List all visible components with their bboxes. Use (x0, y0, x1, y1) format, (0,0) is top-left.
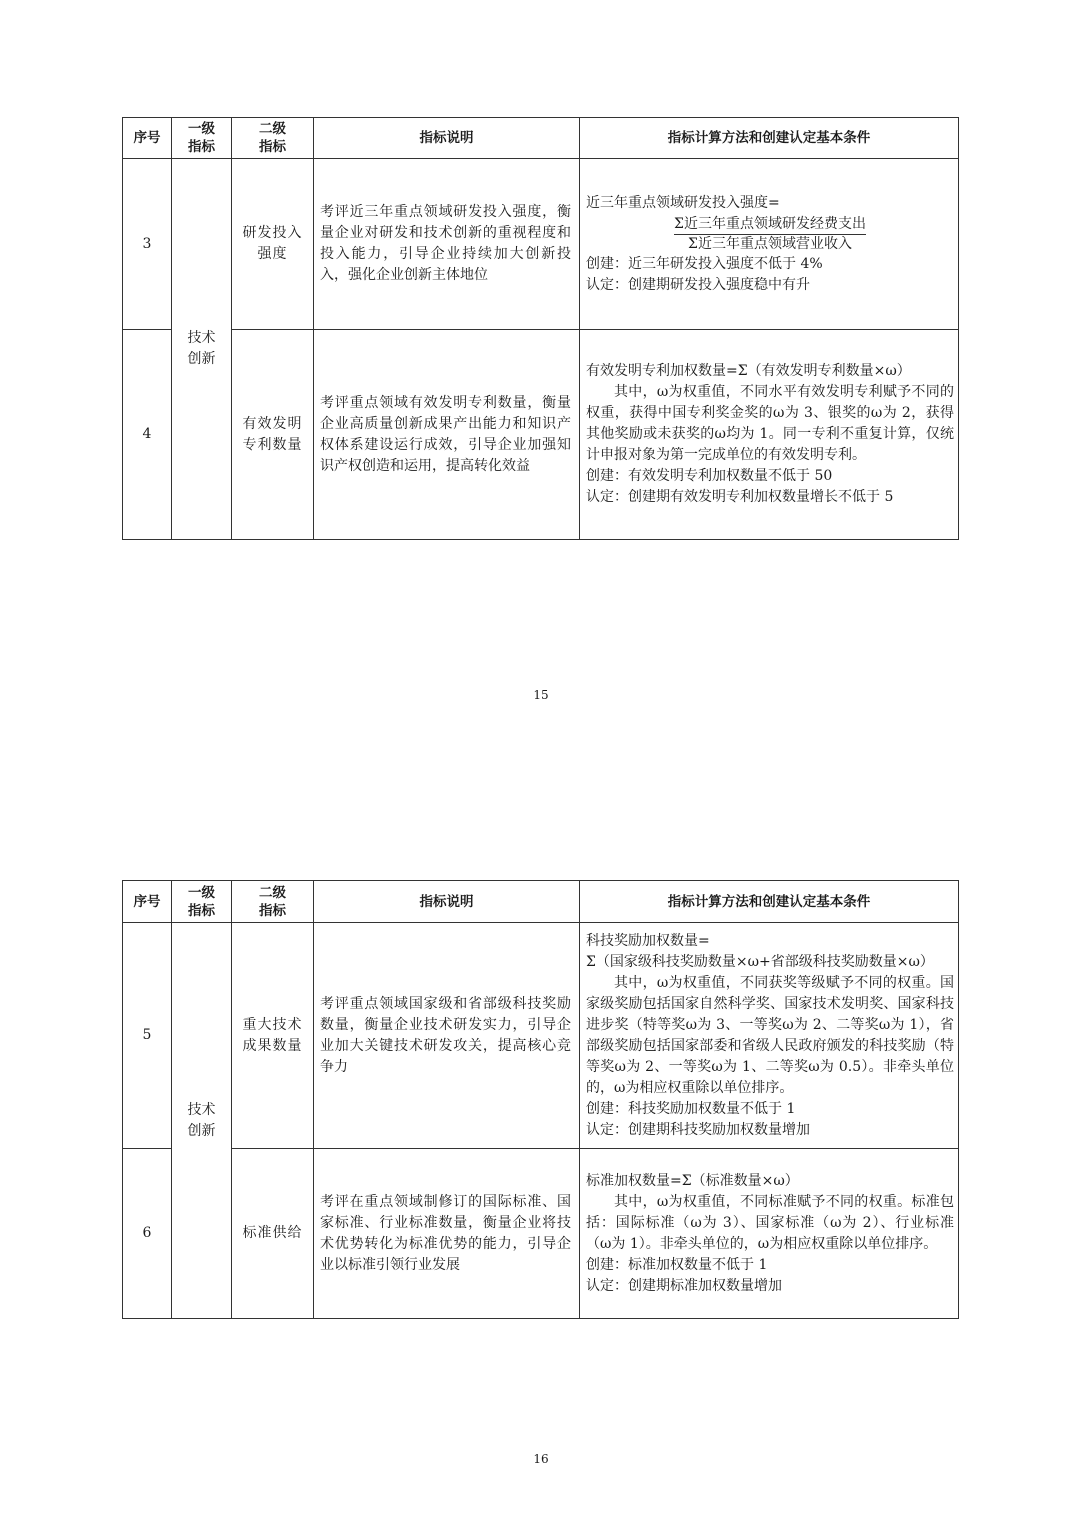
header-calc: 指标计算方法和创建认定基本条件 (580, 881, 959, 923)
row-number: 5 (123, 923, 172, 1149)
calc-title: 科技奖励加权数量= (586, 932, 710, 949)
level2-indicator: 研发投入 强度 (232, 159, 314, 330)
calc-title: 有效发明专利加权数量=Σ（有效发明专利数量×ω） (586, 363, 911, 379)
level2-indicator: 有效发明 专利数量 (232, 330, 314, 540)
calc-formula: Σ（国家级科技奖励数量×ω+省部级科技奖励数量×ω） (586, 953, 934, 970)
create-condition: 创建：近三年研发投入强度不低于 4% (586, 255, 823, 272)
confirm-condition: 认定：创建期研发投入强度稳中有升 (586, 276, 810, 293)
calc-body: 其中，ω为权重值，不同水平有效发明专利赋予不同的权重，获得中国专利奖金奖的ω为 3、银奖的ω为 2，获得其他奖励或未获奖的ω均为 1。同一专利不重复计算，仅统计申报对象为第一完成单位的有效发明专利。 (586, 384, 954, 463)
header-level2: 二级 指标 (232, 881, 314, 923)
create-condition: 创建：有效发明专利加权数量不低于 50 (586, 468, 833, 484)
table-row (123, 923, 959, 1149)
calc-body: 其中，ω为权重值，不同获奖等级赋予不同的权重。国家级奖励包括国家自然科学奖、国家技术发明奖、国家科技进步奖（特等奖ω为 3、一等奖ω为 2、二等奖ω为 1），省部级奖励包括国家部委和省级人民政府颁发的科技奖励（特等奖ω为 2、一等奖ω为 1、二等奖ω为 0.5）。非牵头单位的，ω为相应权重除以单位排序。 (586, 974, 954, 1096)
calc-body: 其中，ω为权重值，不同标准赋予不同的权重。标准包括：国际标准（ω为 3）、国家标准（ω为 2）、行业标准（ω为 1）。非牵头单位的，ω为相应权重除以单位排序。 (586, 1193, 954, 1252)
header-desc: 指标说明 (314, 118, 580, 159)
indicator-description: 考评在重点领域制修订的国际标准、国家标准、行业标准数量，衡量企业将技术优势转化为标准优势的能力，引导企业以标准引领行业发展 (314, 1149, 580, 1319)
table-row (123, 159, 959, 330)
confirm-condition: 认定：创建期标准加权数量增加 (586, 1277, 782, 1294)
row-number: 3 (123, 159, 172, 330)
level1-indicator: 技术 创新 (172, 923, 232, 1319)
header-level1: 一级 指标 (172, 118, 232, 159)
indicator-table-page16 (122, 880, 959, 1319)
indicator-description: 考评重点领域国家级和省部级科技奖励数量，衡量企业技术研发实力，引导企业加大关键技术研发攻关，提高核心竞争力 (314, 923, 580, 1149)
create-condition: 创建：标准加权数量不低于 1 (586, 1256, 768, 1273)
table-row (123, 1149, 959, 1319)
fraction-numerator: Σ近三年重点领域研发经费支出 (674, 215, 866, 235)
calculation-method (580, 1149, 959, 1319)
table-row (123, 330, 959, 540)
calc-title: 标准加权数量=Σ（标准数量×ω） (586, 1172, 799, 1189)
indicator-table-page15 (122, 117, 959, 540)
level2-indicator: 重大技术 成果数量 (232, 923, 314, 1149)
calculation-method (580, 159, 959, 330)
page-number: 16 (533, 1452, 549, 1466)
table-header-row (123, 881, 959, 923)
indicator-description: 考评重点领域有效发明专利数量，衡量企业高质量创新成果产出能力和知识产权体系建设运行成效，引导企业加强知识产权创造和运用，提高转化效益 (314, 330, 580, 540)
indicator-description: 考评近三年重点领域研发投入强度，衡量企业对研发和技术创新的重视程度和投入能力，引导企业持续加大创新投入，强化企业创新主体地位 (314, 159, 580, 330)
calc-title: 近三年重点领域研发投入强度= (586, 194, 780, 211)
level2-indicator: 标准供给 (232, 1149, 314, 1319)
level1-indicator: 技术 创新 (172, 159, 232, 540)
row-number: 6 (123, 1149, 172, 1319)
header-calc: 指标计算方法和创建认定基本条件 (580, 118, 959, 159)
page-number: 15 (533, 688, 549, 702)
confirm-condition: 认定：创建期有效发明专利加权数量增长不低于 5 (586, 489, 894, 505)
calc-fraction (586, 214, 954, 254)
header-no: 序号 (123, 881, 172, 923)
header-level1: 一级 指标 (172, 881, 232, 923)
calculation-method (580, 330, 959, 540)
calculation-method (580, 923, 959, 1149)
header-level2: 二级 指标 (232, 118, 314, 159)
row-number: 4 (123, 330, 172, 540)
header-desc: 指标说明 (314, 881, 580, 923)
create-condition: 创建：科技奖励加权数量不低于 1 (586, 1100, 796, 1117)
fraction-denominator: Σ近三年重点领域营业收入 (688, 235, 852, 252)
header-no: 序号 (123, 118, 172, 159)
table-header-row (123, 118, 959, 159)
confirm-condition: 认定：创建期科技奖励加权数量增加 (586, 1121, 810, 1138)
